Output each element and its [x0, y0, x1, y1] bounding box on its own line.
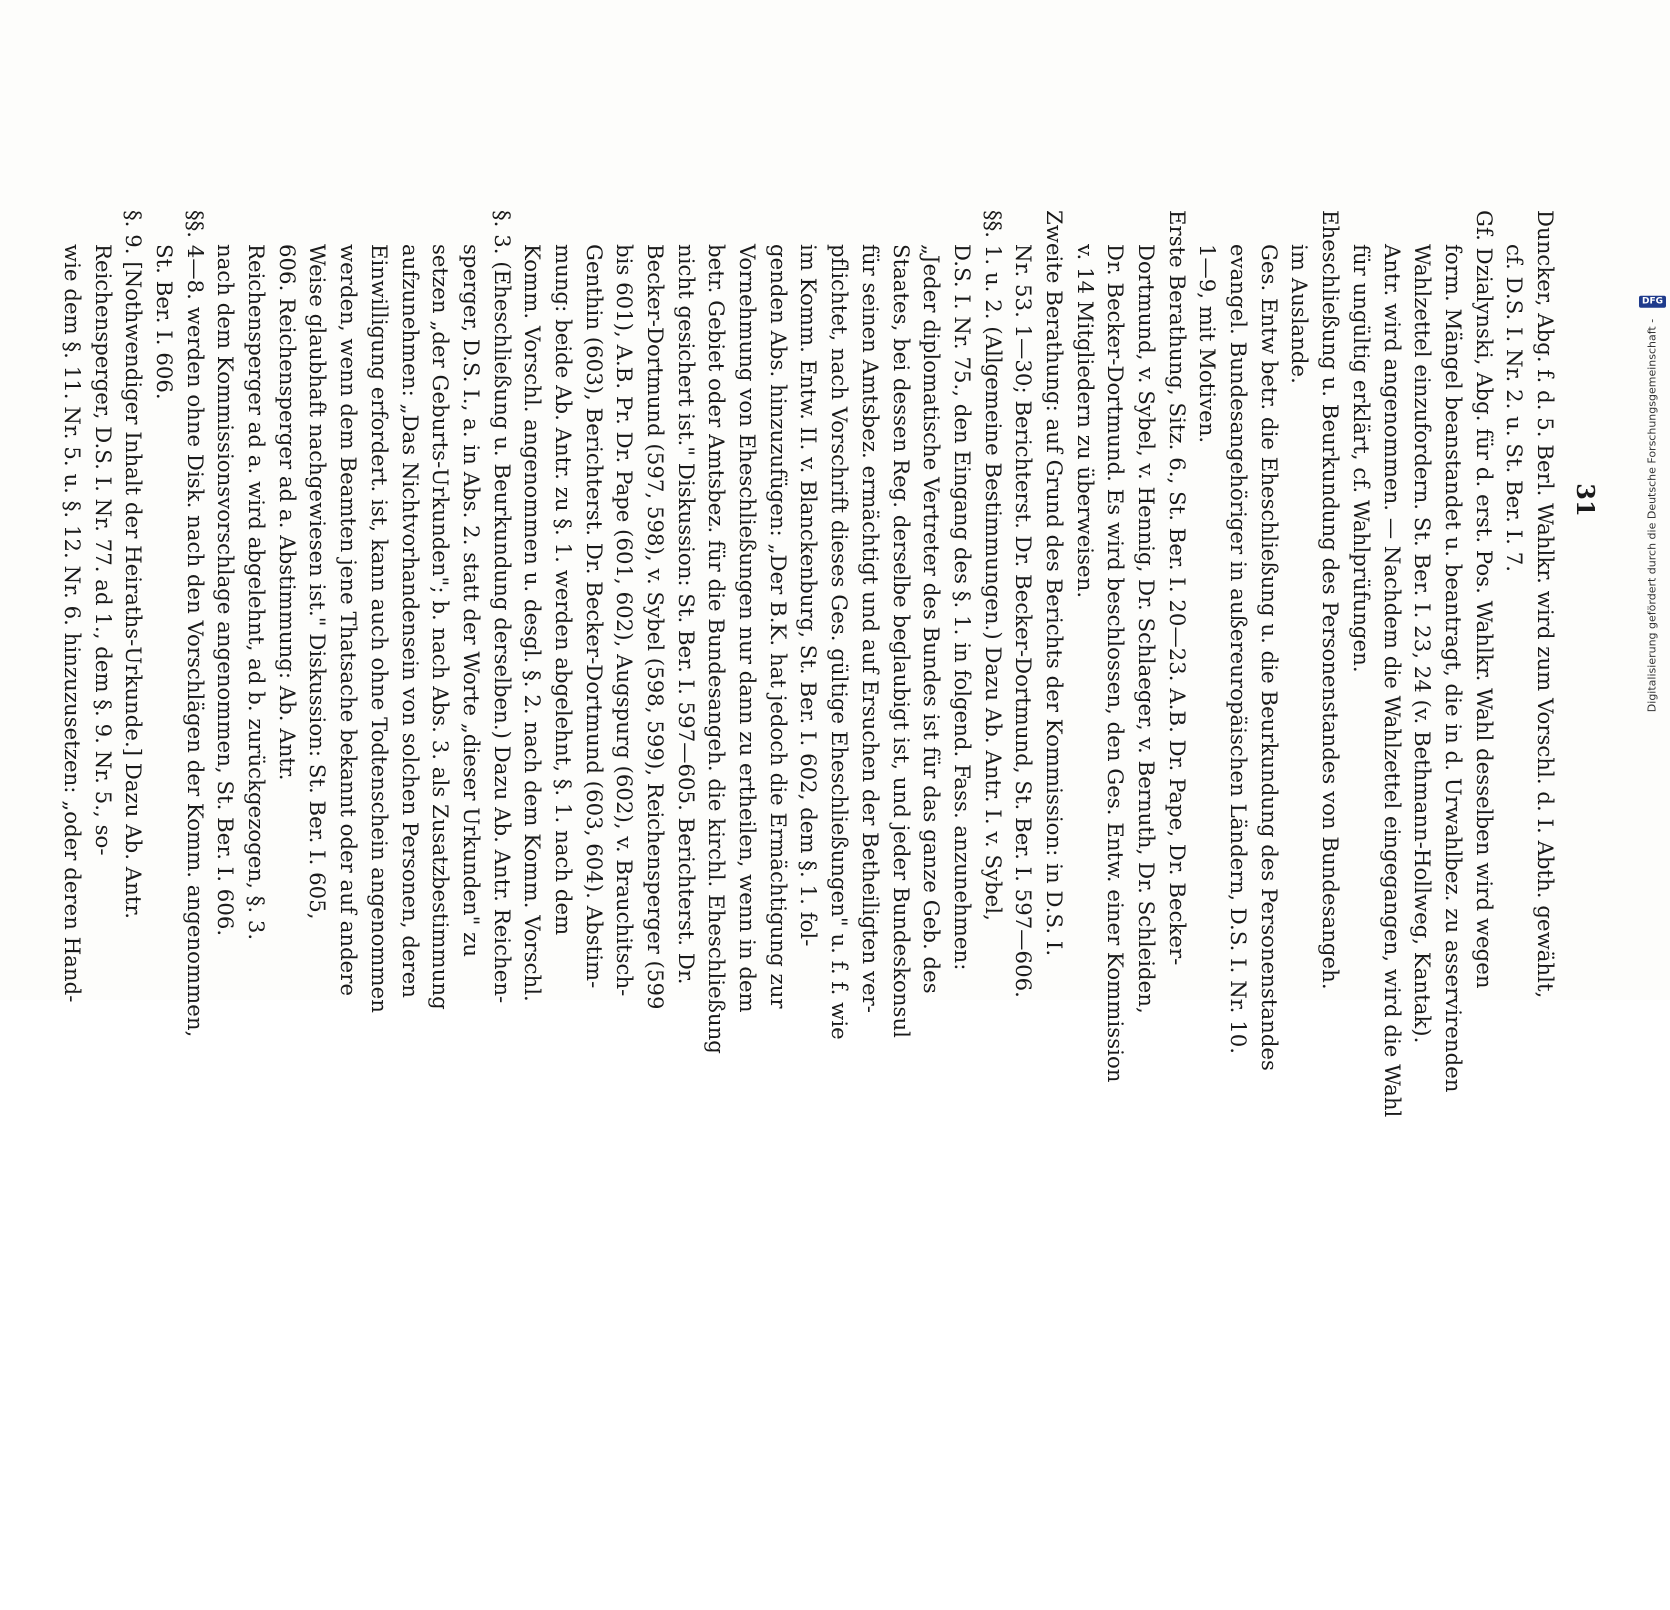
text-line: §§. 4—8. werden ohne Disk. nach den Vorschlägen der Komm. angenommen, [182, 210, 208, 1038]
rotated-page-content [30, 90, 1610, 1118]
text-line: Becker-Dortmund (597, 598), v. Sybel (598, 599), Reichensperger (599 [643, 244, 669, 1010]
text-line: werden, wenn dem Beamten jene Thatsache bekannt oder auf andere [336, 244, 362, 997]
digitization-credit [1641, 288, 1663, 713]
text-line: wie dem §. 11. Nr. 5. u. §. 12. Nr. 6. hinzuzusetzen: „oder deren Hand- [60, 244, 85, 1003]
text-line: 606. Reichensperger ad a. Abstimmung: Ab. Antr. [274, 244, 300, 781]
dfg-logo: DFG [1638, 295, 1665, 307]
text-line: Ges. Entw betr. die Eheschließung u. die Beurkundung des Personenstandes [1256, 244, 1282, 1071]
text-line: im Auslande. [1287, 244, 1313, 384]
text-line: Dortmund, v. Sybel, v. Hennig, Dr. Schlaeger, v. Bernuth, Dr. Schleiden, [1134, 244, 1160, 1014]
text-line: §§. 1. u. 2. (Allgemeine Bestimmungen.) Dazu Ab. Antr. I. v. Sybel, [980, 210, 1006, 921]
text-line: Reichensperger, D.S. I. Nr. 77. ad 1., dem §. 9. Nr. 5., so- [90, 244, 116, 856]
page-number: 31 [1571, 483, 1600, 517]
text-line: Zweite Berathung: auf Grund des Berichts der Kommission: in D.S. I. [1042, 210, 1067, 957]
text-line: §. 3. (Eheschließung u. Beurkundung derselben.) Dazu Ab. Antr. Reichen- [489, 210, 515, 1004]
text-line: Nr. 53. 1—30; Berichterst. Dr. Becker-Dortmund, St. Ber. I. 597—606. [1011, 244, 1037, 998]
text-line: nicht gesichert ist." Diskussion: St. Ber. I. 597—605. Berichterst. Dr. [673, 244, 699, 985]
text-line: Komm. Vorschl. angenommen u. desgl. §. 2. nach dem Komm. Vorschl. [520, 244, 546, 1002]
text-line: genden Abs. hinzuzufügen: „Der B.K. hat jedoch die Ermächtigung zur [765, 244, 791, 1009]
text-line: für ungültig erklärt, cf. Wahlprüfungen. [1348, 244, 1374, 673]
text-line: Gf. Dzialynski, Abg. für d. erst. Pos. Wahlkr. Wahl desselben wird wegen [1471, 210, 1497, 989]
text-line: aufzunehmen: „Das Nichtvorhandensein von solchen Personen, deren [397, 244, 423, 998]
text-line: Dr. Becker-Dortmund. Es wird beschlossen, den Ges. Entw. einer Kommission [1103, 244, 1129, 1083]
text-line: Reichensperger ad a. wird abgelehnt, ad b. zurückgezogen, §. 3. [244, 244, 270, 941]
text-line: im Komm. Entw. II. v. Blanckenburg, St. Ber. I. 602, dem §. 1. fol- [796, 244, 822, 947]
text-line: Antr. wird angenommen. — Nachdem die Wahlzettel eingegangen, wird die Wahl [1379, 244, 1405, 1118]
text-line: Eheschließung u. Beurkundung des Personenstandes von Bundesangeh. [1318, 210, 1344, 990]
text-line: betr. Gebiet oder Amtsbez. für die Bundesangeh. die kirchl. Eheschließung [704, 244, 730, 1054]
text-line: Einwilligung erfordert. ist, kann auch ohne Todtenschein angenommen [366, 244, 392, 1013]
text-line: setzen „der Geburts-Urkunden"; b. nach Abs. 3. als Zusatzbestimmung [428, 244, 454, 1010]
text-line: D.S. I. Nr. 75., den Eingang des §. 1. in folgend. Fass. anzunehmen: [949, 244, 975, 971]
text-line: v. 14 Mitgliedern zu überweisen. [1072, 244, 1098, 599]
text-line: 1—9, mit Motiven. [1195, 244, 1221, 444]
text-line: Erste Berathung, Sitz. 6., St. Ber. I. 20—23. A.B. Dr. Pape, Dr. Becker- [1164, 210, 1190, 966]
text-line: form. Mängel beanstandet u. beantragt, die in d. Urwahlbez. zu asservirenden [1440, 244, 1466, 1093]
text-line: St. Ber. I. 606. [152, 244, 178, 400]
text-line: sperger, D.S. I., a. in Abs. 2. statt der Worte „dieser Urkunden" zu [458, 244, 484, 958]
text-line: mung: beide Ab. Antr. zu §. 1. werden abgelehnt, §. 1. nach dem [551, 244, 576, 936]
text-line: „Jeder diplomatische Vertreter des Bundes ist für das ganze Geb. des [919, 244, 945, 994]
text-line: bis 601), A.B. Pr. Dr. Pape (601, 602), Augspurg (602), v. Brauchitsch- [612, 244, 638, 997]
text-line: Genthin (603), Berichterst. Dr. Becker-Dortmund (603, 604). Abstim- [581, 244, 607, 989]
digitization-credit-text: Digitalisierung gefördert durch die Deutsche Forschungsgemeinschaft - [1645, 318, 1659, 713]
text-line: Wahlzettel einzufordern. St. Ber. I. 23, 24 (v. Bethmann-Hollweg, Kantak). [1410, 244, 1436, 1044]
text-line: pflichtet, nach Vorschrift dieses Ges. gültige Eheschließungen" u. f. f. wie [827, 244, 853, 1040]
text-line: Staates, bei dessen Reg. derselbe beglaubigt ist, und jeder Bundeskonsul [888, 244, 914, 1038]
text-line: nach dem Kommissionsvorschlage angenommen, St. Ber. I. 606. [213, 244, 239, 937]
text-line: Weise glaubhaft nachgewiesen ist." Diskussion: St. Ber. I. 605, [305, 244, 331, 920]
text-line: evangel. Bundesangehöriger in außereuropäischen Ländern, D.S. I. Nr. 10. [1226, 244, 1252, 1055]
text-line: für seinen Amtsbez. ermächtigt und auf Ersuchen der Betheiligten ver- [857, 244, 883, 1013]
text-line: Vornehmung von Eheschließungen nur dann zu ertheilen, wenn in dem [735, 244, 761, 1013]
text-line: Duncker, Abg. f. d. 5. Berl. Wahlkr. wird zum Vorschl. d. I. Abth. gewählt, [1533, 210, 1558, 999]
text-line: §. 9. [Nothwendiger Inhalt der Heiraths-Urkunde.] Dazu Ab. Antr. [121, 210, 147, 920]
page-text-block [56, 210, 1560, 1610]
text-line: cf. D.S. I. Nr. 2. u. St. Ber. I. 7. [1502, 244, 1528, 573]
